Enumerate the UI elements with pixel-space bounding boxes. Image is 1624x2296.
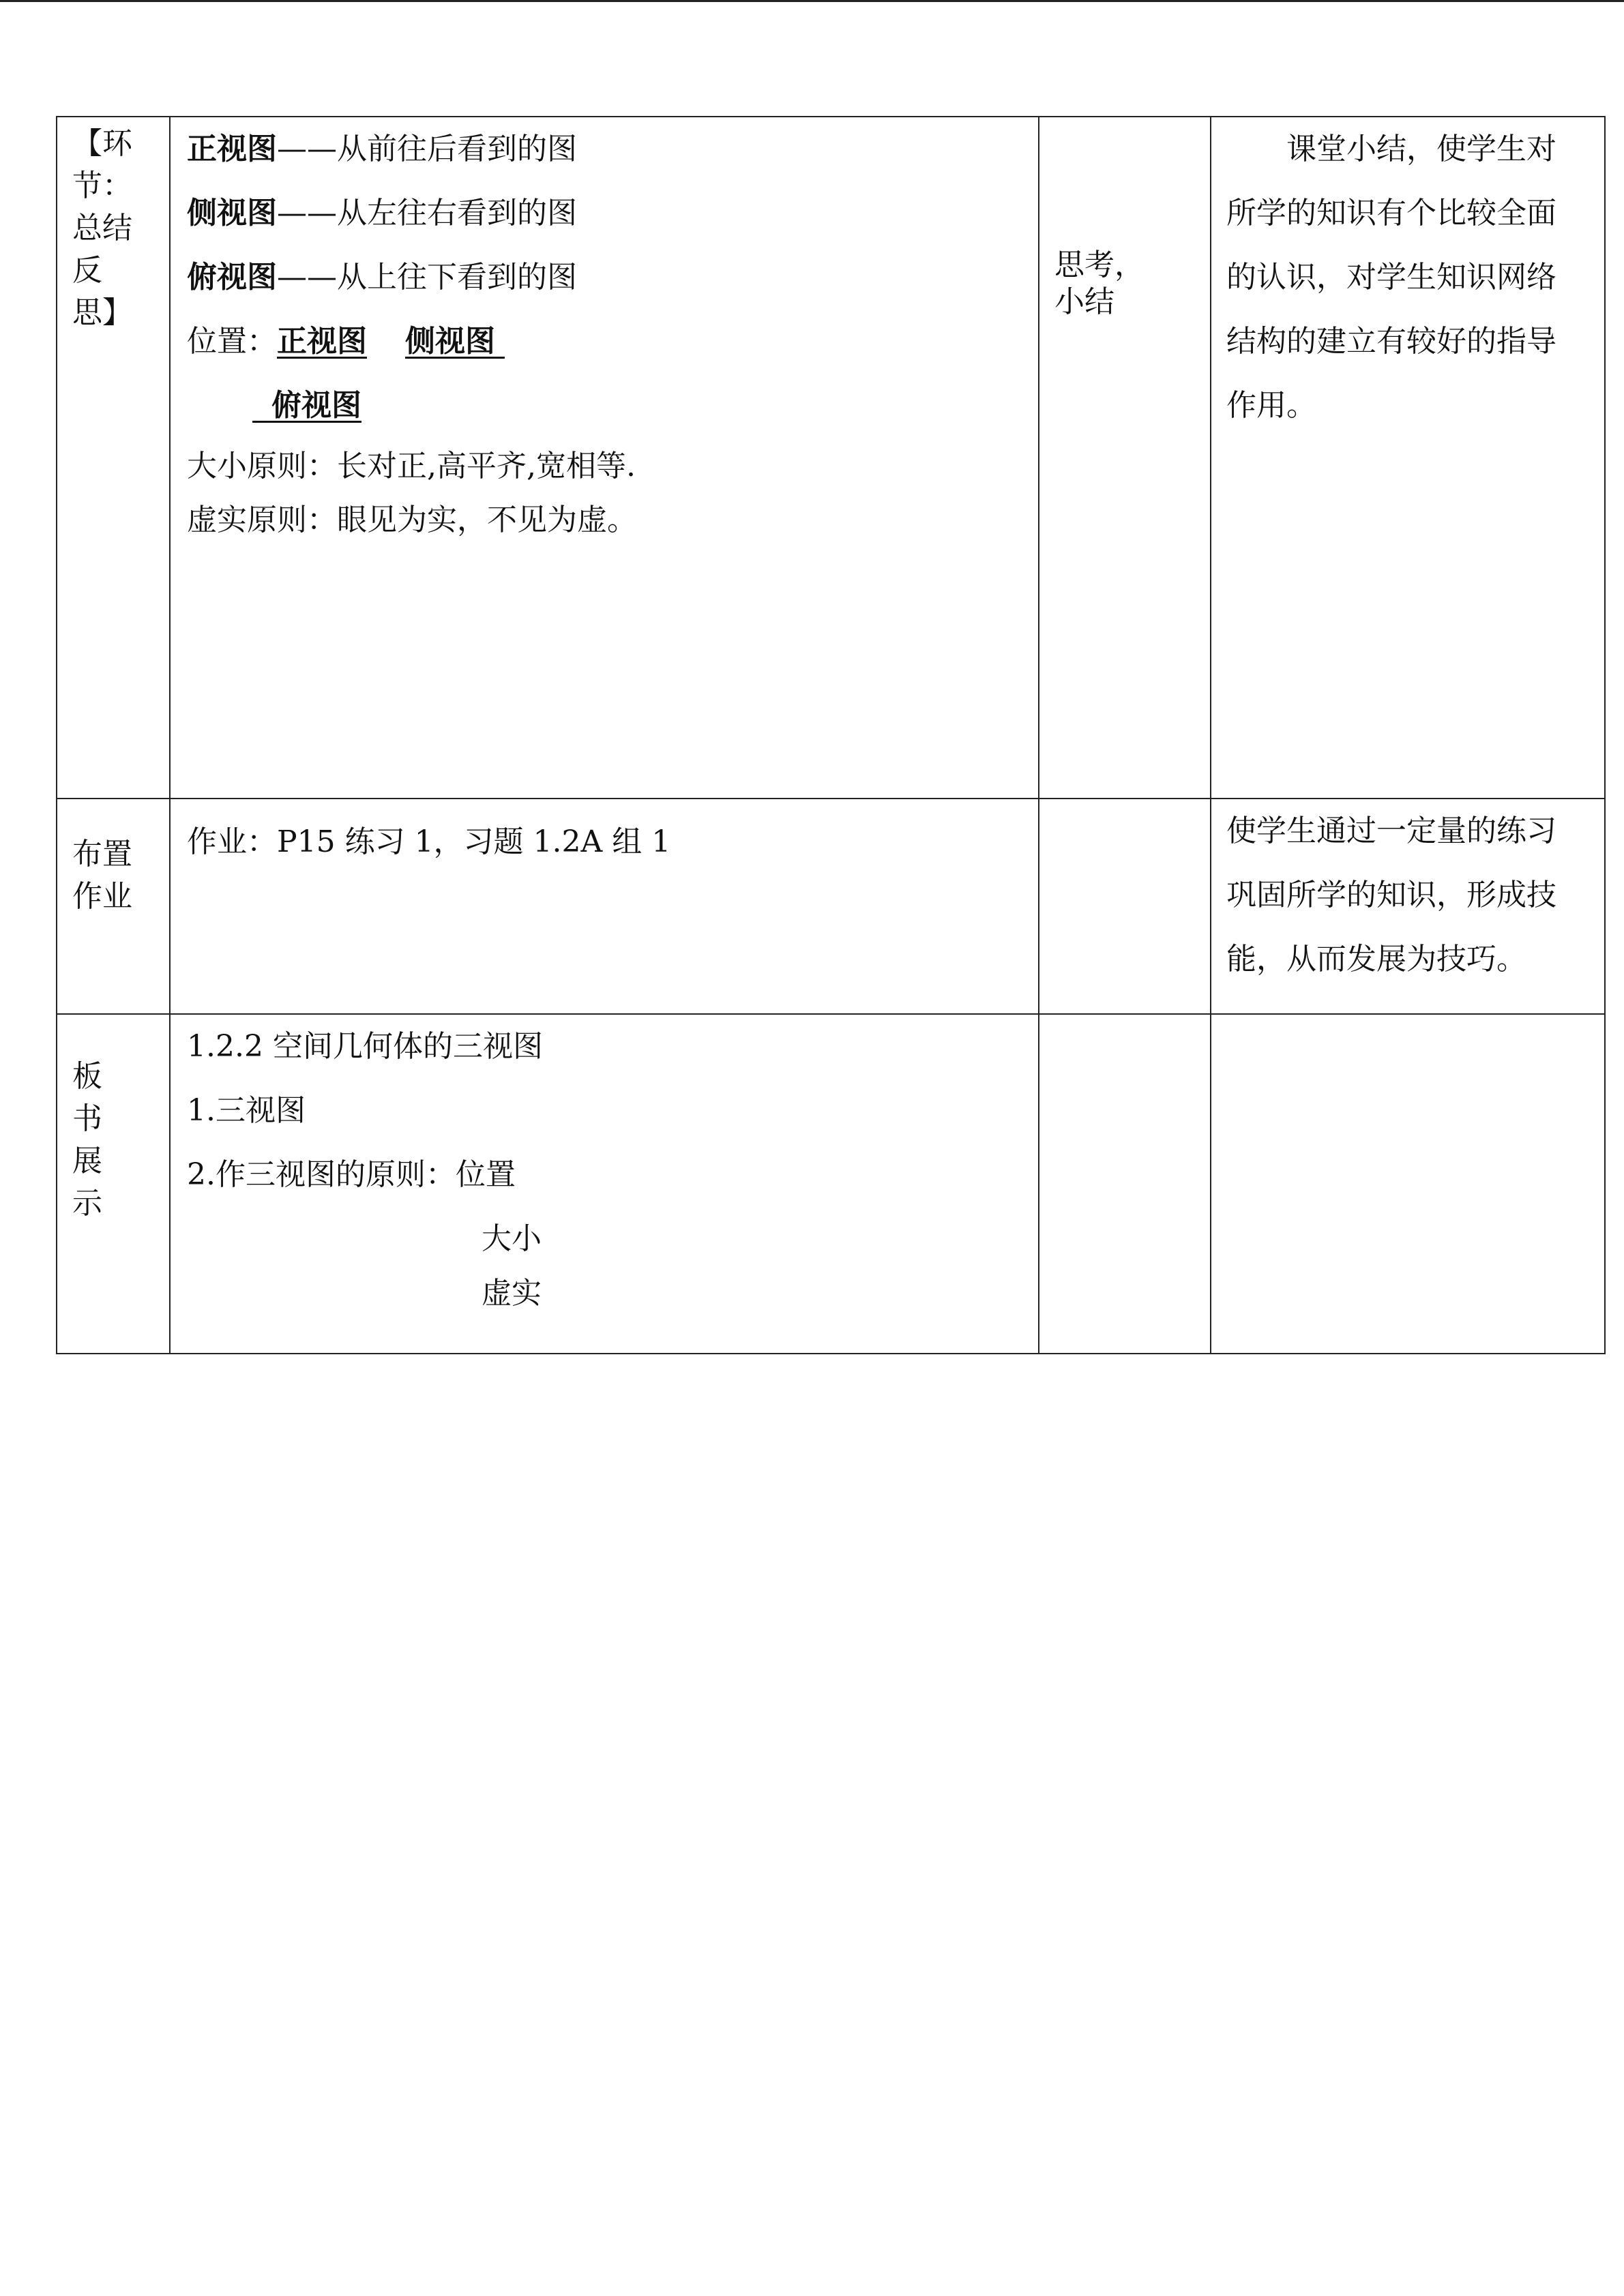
homework-intent-line: 能，从而发展为技巧。 xyxy=(1226,942,1526,976)
summary-row xyxy=(57,117,1605,799)
board-content-cell xyxy=(170,1014,1039,1354)
homework-activity-cell xyxy=(1039,799,1211,1014)
board-row xyxy=(57,1014,1605,1354)
side-view-definition xyxy=(187,181,1038,245)
homework-content-cell xyxy=(170,799,1039,1014)
summary-content-cell xyxy=(170,117,1039,799)
board-label-cell xyxy=(57,1014,170,1354)
side-view-term: 侧视图 xyxy=(187,196,277,230)
homework-label-line: 布置 xyxy=(72,837,132,871)
intent-line: 的认识，对学生知识网络 xyxy=(1226,260,1556,295)
summary-activity-cell xyxy=(1039,117,1211,799)
position-top-view: 俯视图 xyxy=(271,388,361,423)
position-prefix: 位置： xyxy=(187,324,277,359)
position-front-view: 正视图 xyxy=(277,324,367,359)
summary-intent-cell xyxy=(1211,117,1605,799)
summary-label-line: 【环 xyxy=(72,126,132,161)
homework-content: 作业：P15 练习 1，习题 1.2A 组 1 xyxy=(187,824,671,859)
position-top-view-line xyxy=(187,374,1038,438)
board-item-2-size: 大小 xyxy=(482,1221,542,1256)
top-view-definition xyxy=(187,245,1038,310)
page-top-rule xyxy=(0,0,1624,2)
summary-label-line: 总结 xyxy=(72,211,132,245)
top-view-term: 俯视图 xyxy=(187,260,277,295)
position-side-view: 侧视图 xyxy=(404,324,495,359)
top-view-desc: ——从上往下看到的图 xyxy=(277,260,577,295)
intent-line: 课堂小结，使学生对 xyxy=(1286,132,1556,166)
board-activity-cell xyxy=(1039,1014,1211,1354)
homework-label-cell xyxy=(57,799,170,1014)
summary-label-line: 思】 xyxy=(72,295,132,330)
summary-label-cell xyxy=(57,117,170,799)
position-rule xyxy=(187,310,1038,374)
board-label-line: 板 xyxy=(72,1059,102,1094)
intent-line: 所学的知识有个比较全面 xyxy=(1226,196,1556,230)
homework-intent-cell xyxy=(1211,799,1605,1014)
activity-line: 思考， xyxy=(1054,248,1145,282)
board-label-line: 书 xyxy=(72,1101,102,1136)
board-label-line: 展 xyxy=(72,1144,102,1178)
front-view-term: 正视图 xyxy=(187,132,277,166)
size-rule: 大小原则：长对正,高平齐,宽相等. xyxy=(187,449,636,483)
real-rule: 虚实原则：眼见为实，不见为虚。 xyxy=(187,503,637,537)
board-label-line: 示 xyxy=(72,1186,102,1221)
homework-intent-line: 巩固所学的知识，形成技 xyxy=(1226,878,1556,912)
front-view-definition xyxy=(187,117,1038,181)
board-title: 1.2.2 空间几何体的三视图 xyxy=(187,1029,543,1064)
board-item-2: 2.作三视图的原则：位置 xyxy=(187,1157,516,1192)
homework-row xyxy=(57,799,1605,1014)
front-view-desc: ——从前往后看到的图 xyxy=(277,132,577,166)
summary-label-line: 节： xyxy=(72,168,132,203)
side-view-desc: ——从左往右看到的图 xyxy=(277,196,577,230)
summary-label-line: 反 xyxy=(72,253,102,288)
homework-intent-line: 使学生通过一定量的练习 xyxy=(1226,814,1556,848)
board-item-1: 1.三视图 xyxy=(187,1093,306,1128)
intent-line: 结构的建立有较好的指导 xyxy=(1226,324,1556,359)
board-intent-cell xyxy=(1211,1014,1605,1354)
intent-line: 作用。 xyxy=(1226,388,1316,423)
activity-line: 小结 xyxy=(1054,284,1114,319)
lesson-plan-table xyxy=(56,116,1606,1354)
board-item-2-real: 虚实 xyxy=(482,1276,542,1311)
homework-label-line: 作业 xyxy=(72,879,132,914)
